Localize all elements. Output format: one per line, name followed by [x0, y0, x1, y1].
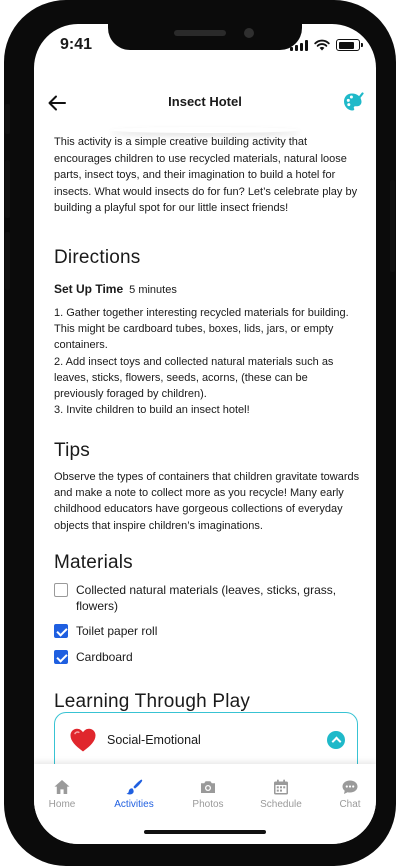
- material-item[interactable]: [54, 623, 360, 639]
- learning-domain-label: Social-Emotional: [107, 733, 201, 747]
- notch: [108, 24, 302, 50]
- materials-heading: Materials: [54, 552, 133, 573]
- directions-heading: Directions: [54, 247, 141, 268]
- direction-step: 2. Add insect toys and collected natural materials such as leaves, sticks, flowers, seeds, acorns, (these can be previously foraged by children).: [54, 355, 334, 401]
- volume-up-button: [5, 160, 10, 218]
- tab-activities[interactable]: [104, 778, 164, 810]
- tab-chat[interactable]: [320, 778, 376, 810]
- tab-label: Chat: [339, 799, 361, 810]
- header-divider: [110, 127, 300, 133]
- page-title: Insect Hotel: [168, 94, 242, 109]
- side-button: [390, 180, 395, 272]
- tips-text: Observe the types of containers that children gravitate towards and make a note to collect more as you recycle! Many early childhood educators have gorgeous collections of everyday objects that inspire children’s imaginations.: [54, 471, 360, 532]
- material-label: Toilet paper roll: [76, 624, 158, 638]
- front-camera: [244, 28, 254, 38]
- direction-step: 3. Invite children to build an insect hotel!: [54, 404, 250, 417]
- tab-label: Home: [48, 799, 76, 810]
- status-icons: [290, 39, 360, 51]
- phone-screen: [34, 24, 376, 844]
- material-item[interactable]: [54, 649, 360, 665]
- material-checkbox[interactable]: [54, 583, 68, 597]
- volume-down-button: [5, 232, 10, 290]
- status-time: 9:41: [60, 36, 93, 53]
- material-label: Collected natural materials (leaves, sticks, grass, flowers): [76, 583, 337, 613]
- material-label: Cardboard: [76, 650, 133, 664]
- home-indicator[interactable]: [144, 830, 266, 834]
- tab-schedule[interactable]: [251, 778, 311, 810]
- phone-frame: [4, 0, 396, 866]
- home-icon: [53, 778, 71, 796]
- tab-home[interactable]: [34, 778, 92, 810]
- paintbrush-icon: [125, 778, 143, 796]
- tab-label: Photos: [192, 799, 224, 810]
- direction-step: 1. Gather together interesting recycled materials for building. This might be cardboard tubes, boxes, lids, jars, or empty containers.: [54, 307, 349, 352]
- chevron-up-icon[interactable]: [327, 731, 345, 749]
- activity-description: This activity is a simple creative building activity that encourages children to use recycled materials, natural loose parts, insect toys, and their imagination to build a hotel for insects. What would insects do for fun? Let’s celebrate play by building a playful spot for our little insect friends!: [54, 136, 358, 214]
- learning-through-play-heading: Learning Through Play: [54, 691, 251, 712]
- setup-time-value: 5 minutes: [129, 284, 177, 296]
- material-item[interactable]: [54, 582, 360, 614]
- heart-icon: [69, 727, 97, 753]
- setup-time-label: Set Up Time: [54, 282, 124, 296]
- speaker: [174, 30, 226, 36]
- chat-icon: [341, 778, 359, 796]
- mute-switch: [5, 104, 10, 134]
- top-header: [34, 84, 376, 124]
- material-checkbox[interactable]: [54, 650, 68, 664]
- activity-content: [54, 134, 360, 712]
- setup-time: [54, 282, 177, 296]
- camera-icon: [199, 778, 217, 796]
- wifi-icon: [314, 39, 330, 51]
- directions-steps: [54, 305, 360, 418]
- tab-label: Activities: [114, 799, 154, 810]
- tab-label: Schedule: [260, 799, 302, 810]
- battery-icon: [336, 39, 360, 51]
- paint-palette-icon[interactable]: [342, 91, 364, 113]
- tips-heading: Tips: [54, 440, 90, 461]
- tab-photos[interactable]: [178, 778, 238, 810]
- calendar-icon: [272, 778, 290, 796]
- material-checkbox[interactable]: [54, 624, 68, 638]
